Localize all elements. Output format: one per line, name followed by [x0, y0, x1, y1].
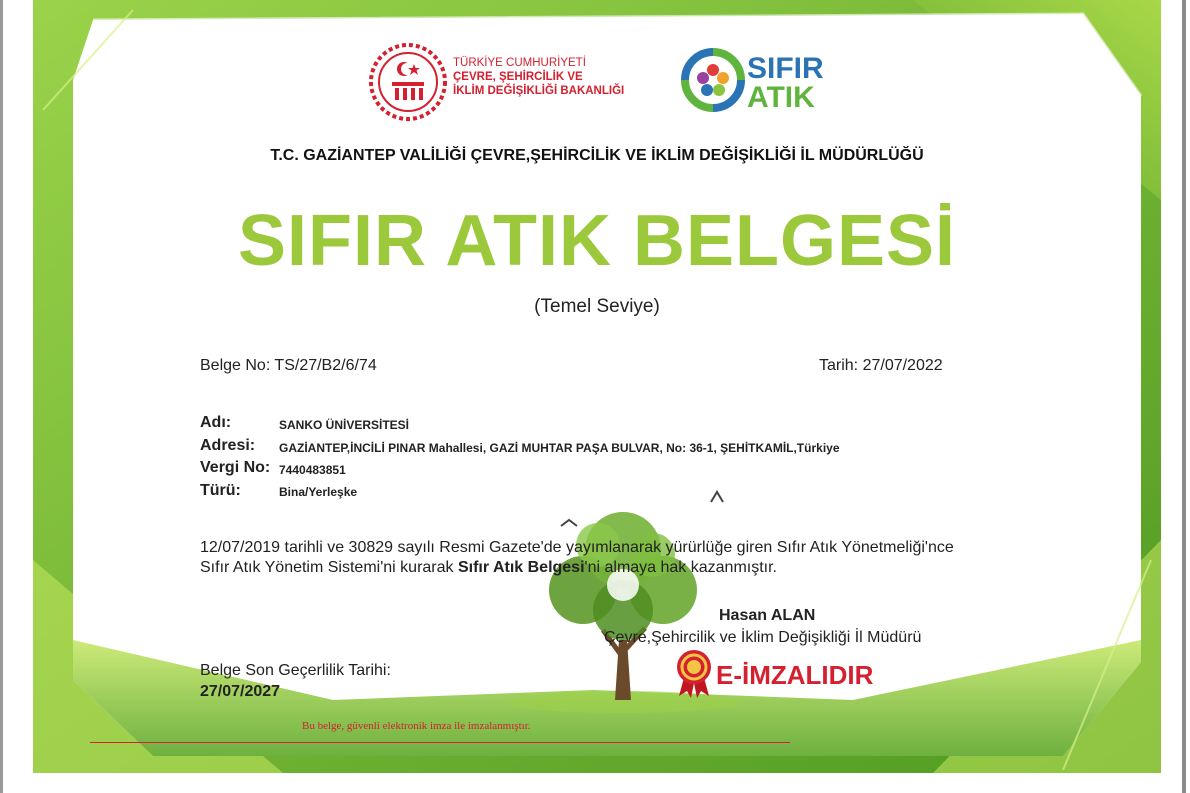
certificate-level: (Temel Seviye): [534, 296, 660, 317]
certificate-title: SIFIR ATIK BELGESİ: [237, 201, 957, 281]
ministry-line-1: TÜRKİYE CUMHURİYETİ: [453, 57, 586, 69]
type-label: Türü:: [200, 482, 241, 499]
holder-type: Bina/Yerleşke: [279, 485, 358, 499]
ministry-emblem-icon: [368, 42, 448, 122]
statement-text: 12/07/2019 tarihli ve 30829 sayılı Resmi Gazete'de yayımlanarak yürürlüğe giren Sıfır Atık Yönetmeliği'nce Sıfır Atık Yönetim Sistemi'ni kurarak: [200, 539, 954, 576]
signer-name: Hasan ALAN: [719, 607, 816, 624]
zero-waste-wordmark: [747, 54, 824, 112]
signer-title: Çevre,Şehircilik ve İklim Değişikliği İl Müdürü: [604, 629, 922, 646]
directorate-heading: T.C. GAZİANTEP VALİLİĞİ ÇEVRE,ŞEHİRCİLİK VE İKLİM DEĞİŞİKLİĞİ İL MÜDÜRLÜĞÜ: [270, 147, 924, 164]
ministry-name: [453, 56, 624, 98]
right-page-edge: [1182, 0, 1186, 793]
left-page-edge: [0, 0, 3, 793]
zero-waste-word-1: SIFIR: [747, 52, 824, 85]
certificate: [33, 0, 1161, 773]
validity-label: Belge Son Geçerlilik Tarihi:: [200, 662, 391, 679]
ministry-line-2: ÇEVRE, ŞEHİRCİLİK VE: [453, 71, 583, 83]
address-label: Adresi:: [200, 437, 256, 454]
rosette-seal-icon: [675, 648, 713, 698]
holder-tax-number: 7440483851: [279, 463, 346, 477]
ministry-line-3: İKLİM DEĞİŞİKLİĞİ BAKANLIĞI: [453, 85, 625, 97]
holder-address: GAZİANTEP,İNCİLİ PINAR Mahallesi, GAZİ MUHTAR PAŞA BULVAR, No: 36-1, ŞEHİTKAMİL,Türkiye: [279, 441, 840, 455]
footer-divider: [90, 742, 790, 743]
holder-name: SANKO ÜNİVERSİTESİ: [279, 418, 410, 432]
statement-bold-text: Sıfır Atık Belgesi: [457, 559, 585, 576]
e-signed-stamp: E-İMZALIDIR: [716, 660, 874, 690]
statement-ending: 'ni almaya hak kazanmıştır.: [584, 559, 777, 576]
document-date: Tarih: 27/07/2022: [819, 357, 943, 374]
certificate-statement: [200, 538, 960, 578]
bird-left-icon: [561, 520, 577, 526]
bird-right-icon: [711, 492, 723, 502]
tax-label: Vergi No:: [200, 459, 271, 476]
name-label: Adı:: [200, 414, 232, 431]
document-number: Belge No: TS/27/B2/6/74: [200, 357, 377, 374]
e-signature-note: Bu belge, güvenli elektronik imza ile imzalanmıştır.: [302, 720, 531, 732]
validity-date: 27/07/2027: [200, 683, 281, 700]
zero-waste-logo-icon: [681, 48, 745, 112]
zero-waste-word-2: ATIK: [747, 81, 815, 114]
